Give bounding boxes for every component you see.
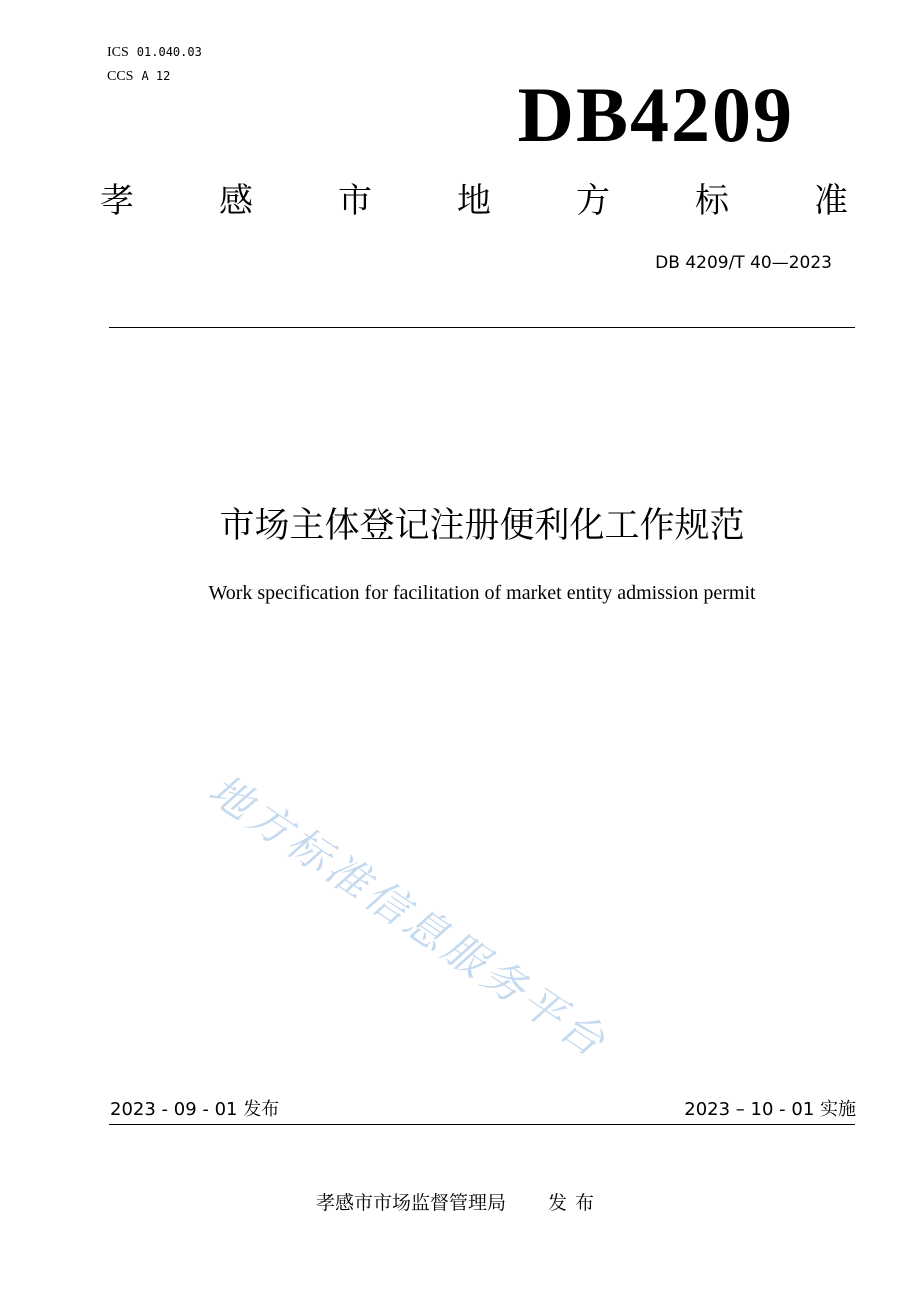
ics-label: ICS — [107, 45, 129, 60]
standard-type-char: 方 — [576, 181, 610, 221]
standard-type-char: 准 — [814, 181, 848, 221]
issuer-name: 孝感市市场监督管理局 — [316, 1192, 507, 1214]
standard-type-char: 标 — [695, 181, 729, 221]
issuer-action: 发布 — [548, 1192, 603, 1214]
ccs-label: CCS — [107, 69, 134, 84]
issuer-line — [316, 1190, 602, 1216]
standard-code: DB4209 — [517, 71, 794, 158]
document-title-zh: 市场主体登记注册便利化工作规范 — [219, 506, 745, 546]
ccs-line — [107, 68, 170, 85]
standard-type-char: 市 — [338, 181, 372, 221]
standard-type-char: 地 — [457, 181, 491, 221]
implement-date: 2023 – 10 - 01 实施 — [684, 1099, 856, 1120]
standard-type-heading — [100, 178, 848, 224]
standard-number: DB 4209/T 40—2023 — [655, 253, 832, 273]
standard-type-char: 孝 — [100, 181, 134, 221]
header-divider — [109, 327, 855, 328]
ics-value: 01.040.03 — [136, 45, 202, 59]
standard-type-char: 感 — [219, 181, 253, 221]
publish-date: 2023 - 09 - 01 发布 — [110, 1099, 280, 1120]
watermark-text: 地方标准信息服务平台 — [200, 764, 618, 1069]
document-title-en: Work specification for facilitation of market entity admission permit — [208, 582, 756, 604]
ics-line — [107, 44, 202, 61]
footer-divider — [109, 1124, 855, 1125]
ccs-value: A 12 — [141, 69, 171, 83]
